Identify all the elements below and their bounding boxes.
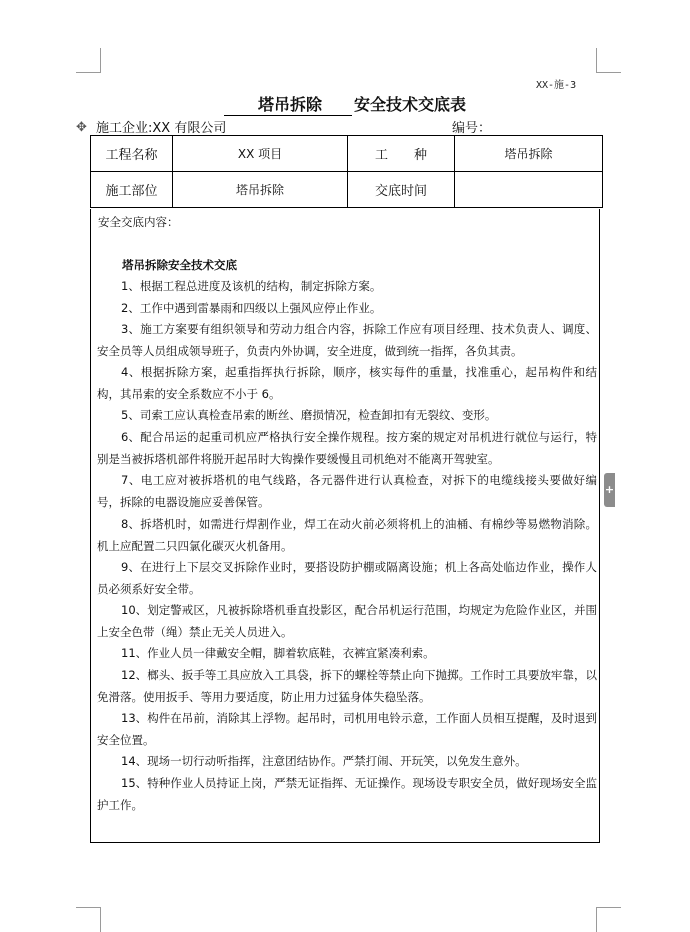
list-item: 10、划定警戒区，凡被拆除塔机垂直投影区，配合吊机运行范围，均规定为危险作业区，并围上安全色带（绳）禁止无关人员进入。 — [97, 603, 597, 639]
work-type-label: 工 种 — [348, 136, 455, 172]
list-item: 5、司索工应认真检查吊索的断丝、磨损情况，检查卸扣有无裂纹、变形。 — [121, 408, 497, 422]
info-row-1 — [91, 136, 603, 172]
crop-mark-bottom-left — [76, 907, 101, 932]
list-item: 6、配合吊运的起重司机应严格执行安全操作规程。按方案的规定对吊机进行就位与运行，特别是当被拆塔机部件将脱开起吊时大钩操作要缓慢且司机绝对不能离开驾驶室。 — [97, 430, 597, 466]
crop-mark-top-left — [76, 48, 101, 73]
list-item: 4、根据拆除方案，起重指挥执行拆除，顺序，核实每件的重量，找准重心，起吊构件和结构，其吊索的安全系数应不小于 6。 — [97, 365, 597, 401]
serial-number-label: 编号： — [452, 121, 492, 136]
content-label: 安全交底内容： — [98, 215, 179, 229]
title-form-name: 安全技术交底表 — [354, 95, 467, 114]
info-row-2 — [91, 172, 603, 208]
info-table — [90, 135, 603, 208]
title-underline — [324, 99, 352, 116]
content-heading: 塔吊拆除安全技术交底 — [122, 258, 237, 272]
title-subject: 塔吊拆除 — [224, 92, 324, 116]
crop-mark-top-right — [596, 48, 621, 73]
list-item: 1、根据工程总进度及该机的结构，制定拆除方案。 — [121, 279, 382, 293]
list-item: 14、现场一切行动听指挥，注意团结协作。严禁打闹、开玩笑，以免发生意外。 — [121, 754, 527, 768]
side-panel-tab[interactable]: + — [604, 473, 615, 507]
list-item: 13、构件在吊前，消除其上浮物。起吊时，司机用电铃示意，工作面人员相互提醒，及时退到安全位置。 — [97, 711, 597, 747]
document-code: XX-施-3 — [536, 80, 577, 91]
list-item: 2、工作中遇到雷暴雨和四级以上强风应停止作业。 — [121, 301, 382, 315]
table-anchor-icon[interactable]: ✥ — [76, 120, 87, 135]
list-item: 7、电工应对被拆塔机的电气线路，各元器件进行认真检查，对拆下的电缆线接头要做好编号，拆除的电器设施应妥善保管。 — [97, 473, 597, 509]
list-item: 3、施工方案要有组织领导和劳动力组合内容，拆除工作应有项目经理、技术负责人、调度、安全员等人员组成领导班子，负责内外协调，安全进度，做到统一指挥，各负其责。 — [97, 322, 597, 358]
disclosure-time-value[interactable] — [455, 172, 603, 208]
list-item: 15、特种作业人员持证上岗，严禁无证指挥、无证操作。现场设专职安全员，做好现场安全监护工作。 — [97, 776, 597, 812]
work-type-value[interactable]: 塔吊拆除 — [455, 136, 603, 172]
project-name-value[interactable]: XX 项目 — [173, 136, 348, 172]
location-value[interactable]: 塔吊拆除 — [173, 172, 348, 208]
list-item: 8、拆塔机时，如需进行焊割作业，焊工在动火前必须将机上的油桶、有棉纱等易燃物消除。机上应配置二只四氯化碳灭火机备用。 — [97, 517, 597, 553]
crop-mark-bottom-right — [596, 907, 621, 932]
disclosure-time-label: 交底时间 — [348, 172, 455, 208]
project-name-label: 工程名称 — [91, 136, 173, 172]
list-item: 12、榔头、扳手等工具应放入工具袋，拆下的螺栓等禁止向下抛掷。工作时工具要放牢靠，以免滑落。使用扳手、等用力要适度，防止用力过猛身体失稳坠落。 — [97, 668, 597, 704]
document-title — [0, 92, 690, 116]
list-item: 9、在进行上下层交叉拆除作业时，要搭设防护棚或隔离设施；机上各高处临边作业，操作人员必须系好安全带。 — [97, 560, 597, 596]
location-label: 施工部位 — [91, 172, 173, 208]
company-line: 施工企业:XX 有限公司 — [96, 121, 227, 136]
list-item: 11、作业人员一律戴安全帽，脚着软底鞋，衣裤宜紧凑利索。 — [121, 646, 435, 660]
